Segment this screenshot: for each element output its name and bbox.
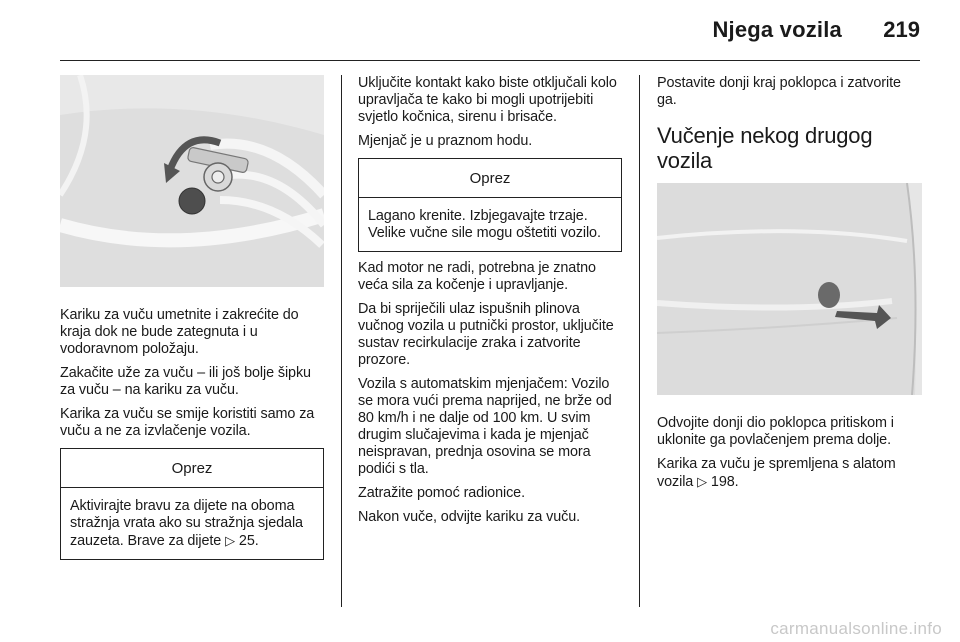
paragraph [657,456,922,491]
page-reference[interactable]: 198. [710,474,739,490]
page-number: 219 [883,17,920,42]
tow-eye-front-drawing [60,75,324,287]
column-2 [358,75,622,533]
running-title: Njega vozila [712,17,842,42]
caution-box [60,448,324,560]
watermark: carmanualsonline.info [770,619,942,638]
section-heading: Vučenje nekog drugog vozila [657,123,873,173]
paragraph: Zakačite uže za vuču – ili još bolje šipku za vuču – na kariku za vuču. [60,365,311,398]
triangle-ref-icon: ▷ [225,533,236,548]
paragraph-text: Karika za vuču je spremljena s alatom vozila [657,456,896,490]
paragraph: Zatražite pomoć radionice. [358,485,525,501]
caution-box [358,158,622,252]
page-reference[interactable]: 25. [238,533,259,549]
paragraph: Kariku za vuču umetnite i zakrećite do kraja dok ne bude zategnuta i u vodoravnom položaju. [60,307,299,357]
page-header [0,0,960,60]
paragraph: Postavite donji kraj poklopca i zatvorite ga. [657,75,901,108]
caution-text [70,498,314,550]
paragraph: Nakon vuče, odvijte kariku za vuču. [358,509,581,525]
column-3 [657,75,922,498]
caution-title: Oprez [359,159,621,198]
column-divider-1 [341,75,342,607]
paragraph: Karika za vuču se smije koristiti samo za vuču a ne za izvlačenje vozila. [60,406,315,439]
caution-text-body: Aktivirajte bravu za dijete na oboma stražnja vrata ako su stražnja sjedala zauzeta. Brave za dijete [70,498,303,549]
paragraph: Vozila s automatskim mjenjačem: Vozilo se mora vući prema naprijed, ne brže od 80 km/h i ne dalje od 100 km. U svim drugim slučajevima i kada je mjenjač neispravan, prednja osovina se mora podići s tla. [358,376,612,477]
tow-eye-front-illustration [60,75,324,287]
paragraph: Uključite kontakt kako biste otključali kolo upravljača te kako bi mogli upotrijebiti svjetlo kočnica, sirenu i brisače. [358,75,617,125]
caution-text: Lagano krenite. Izbjegavajte trzaje. Velike vučne sile mogu oštetiti vozilo. [368,208,601,241]
header-rule [60,60,920,61]
rear-bumper-drawing [657,183,922,395]
caution-title: Oprez [61,449,323,488]
paragraph: Da bi spriječili ulaz ispušnih plinova vučnog vozila u putnički prostor, uključite sustav recirkulacije zraka i zatvorite prozore. [358,301,614,368]
paragraph: Kad motor ne radi, potrebna je znatno veća sila za kočenje i upravljanje. [358,260,596,293]
column-divider-2 [639,75,640,607]
paragraph: Odvojite donji dio poklopca pritiskom i uklonite ga povlačenjem prema dolje. [657,415,894,448]
triangle-ref-icon: ▷ [697,474,708,489]
paragraph: Mjenjač je u praznom hodu. [358,133,533,149]
rear-tow-eye-cover-illustration [657,183,922,395]
column-1 [60,75,324,568]
